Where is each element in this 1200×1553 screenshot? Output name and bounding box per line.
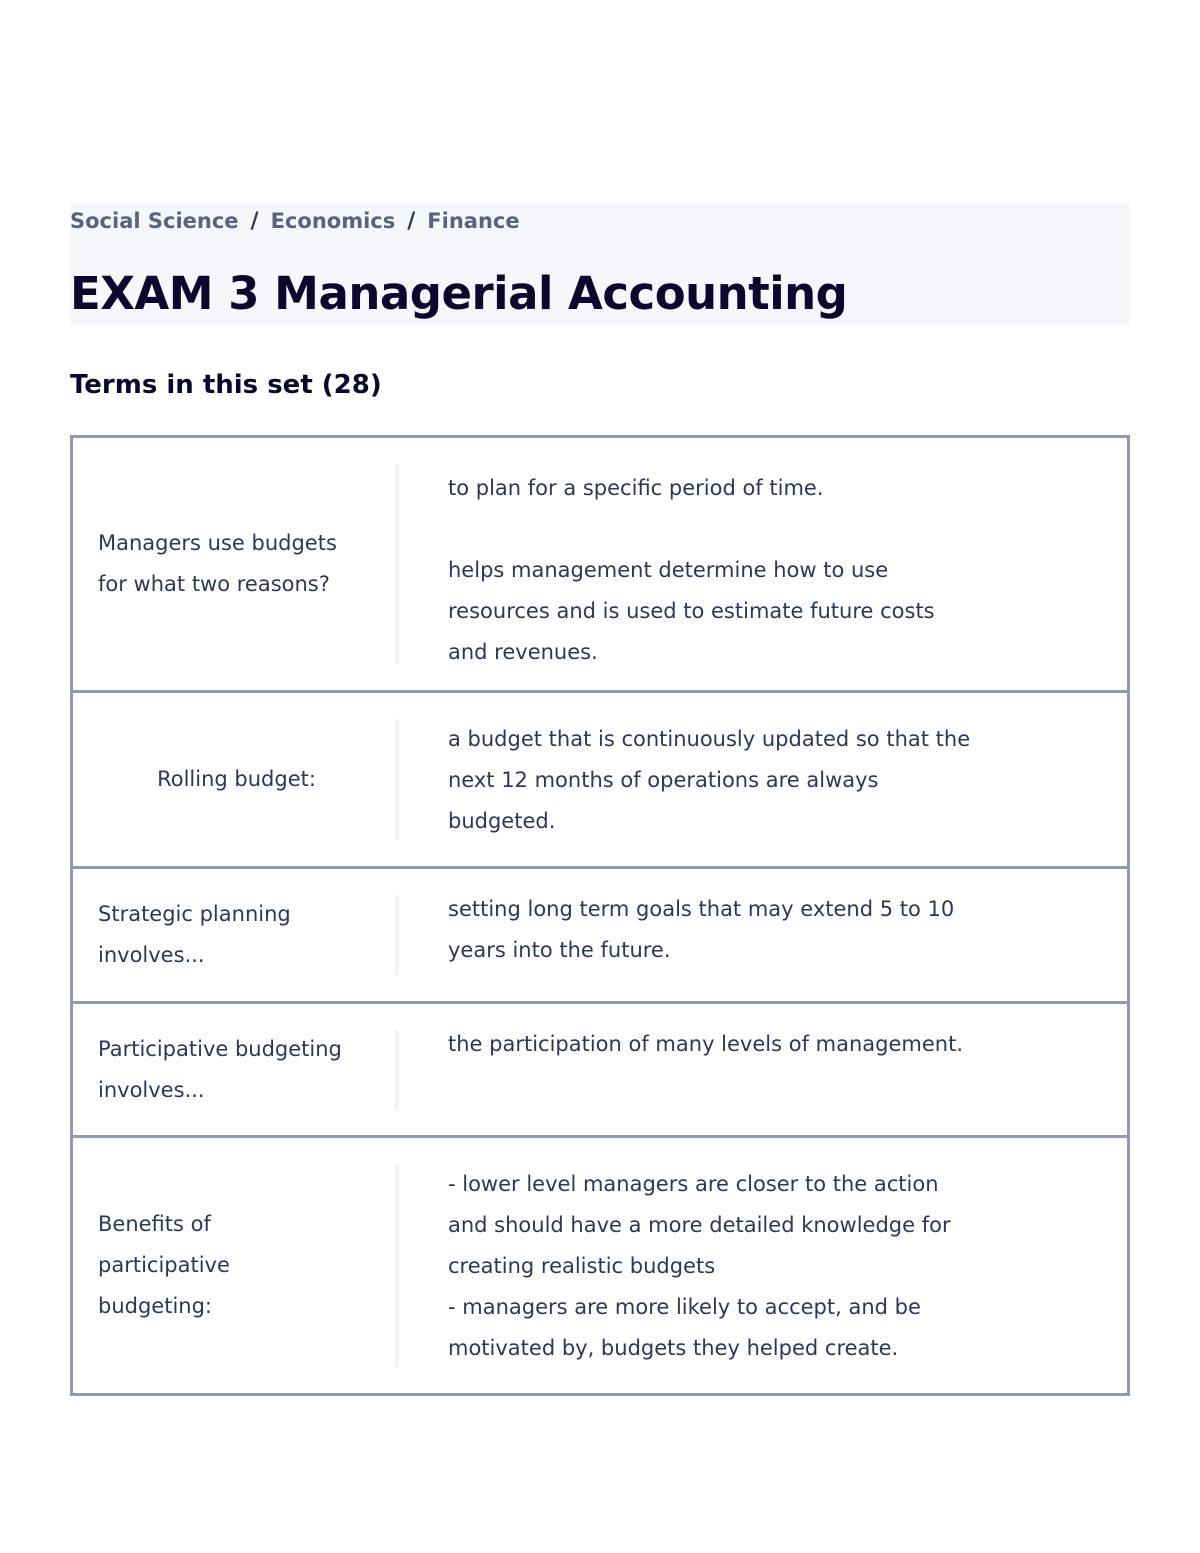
definition-text: setting long term goals that may extend 5 to 10 years into the future. [448, 897, 955, 962]
term-text [73, 869, 395, 1001]
term-text [73, 1004, 395, 1135]
term-label: Managers use budgets for what two reasons? [98, 531, 337, 596]
breadcrumb-separator: / [250, 208, 259, 234]
definition-text: a budget that is continuously updated so that the next 12 months of operations are always budgeted. [448, 727, 971, 833]
term-label: Strategic planning involves... [98, 902, 291, 967]
term-label: Benefits of participative budgeting: [98, 1212, 230, 1318]
term-row [70, 435, 1130, 693]
term-text [73, 1138, 395, 1393]
breadcrumb-social-science[interactable]: Social Science [70, 209, 239, 233]
term-row [70, 690, 1130, 869]
definition-text: - lower level managers are closer to the action and should have a more detailed knowledge for creating realistic budgets - managers are more likely to accept, and be motivated by, budgets they helped create. [448, 1172, 951, 1360]
terms-heading: Terms in this set (28) [70, 370, 382, 400]
term-row [70, 1001, 1130, 1138]
term-row [70, 866, 1130, 1004]
definition-text: to plan for a specific period of time. helps management determine how to use resources and is used to estimate future costs and revenues. [448, 476, 935, 664]
term-label: Participative budgeting involves... [98, 1036, 342, 1102]
breadcrumb-economics[interactable]: Economics [270, 209, 396, 233]
term-text [73, 438, 395, 690]
page-title: EXAM 3 Managerial Accounting [70, 267, 848, 320]
terms-list [70, 435, 1130, 1396]
breadcrumb-finance[interactable]: Finance [427, 209, 520, 233]
term-text [73, 693, 395, 866]
definition-text: the participation of many levels of management. [448, 1032, 963, 1056]
term-row [70, 1135, 1130, 1396]
breadcrumb-separator: / [407, 208, 416, 234]
breadcrumb [70, 206, 520, 236]
term-label: Rolling budget: [157, 767, 316, 791]
